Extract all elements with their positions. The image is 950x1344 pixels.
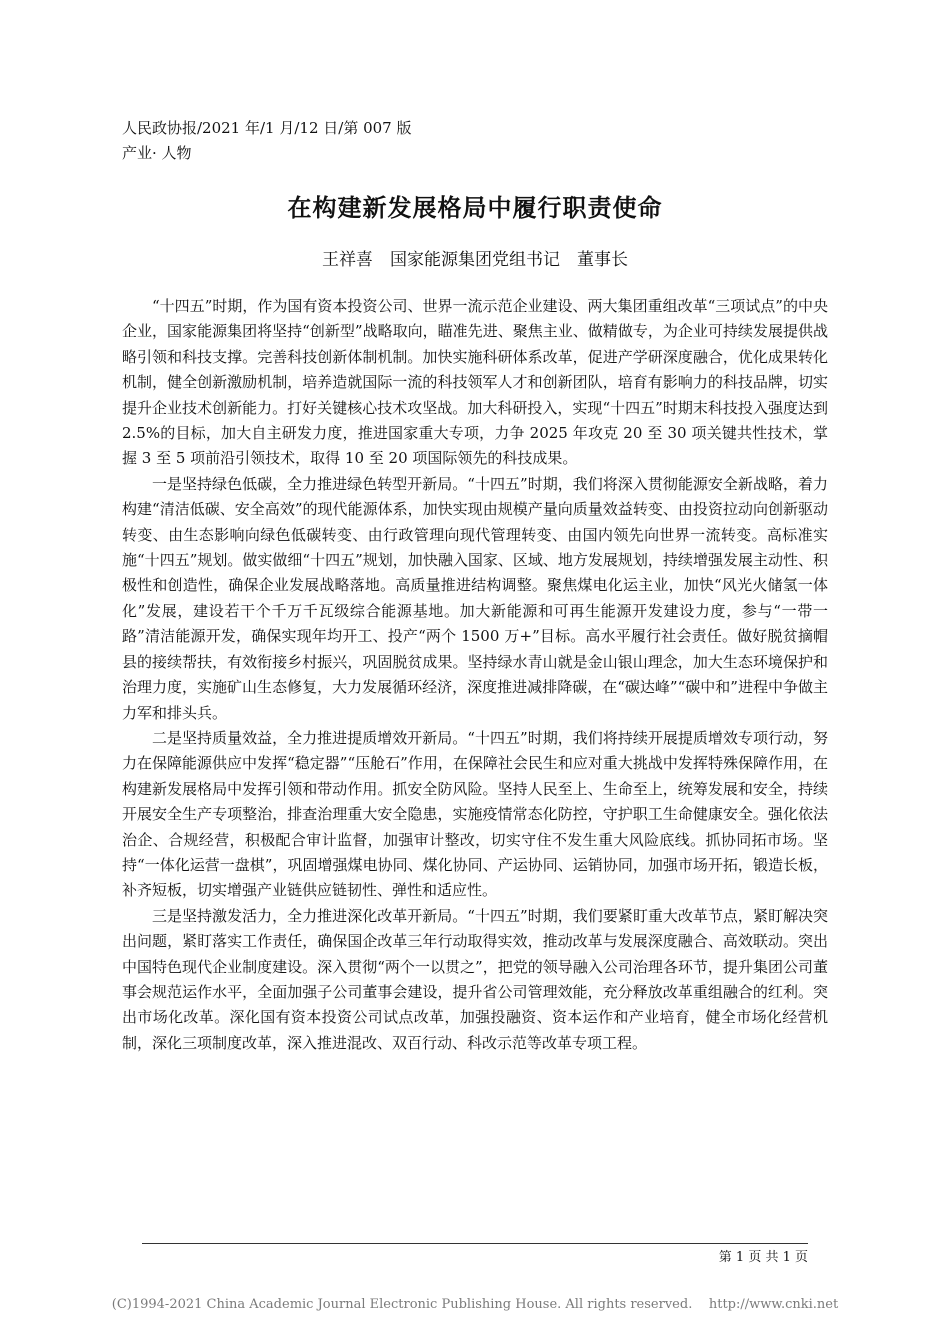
article-title: 在构建新发展格局中履行职责使命 xyxy=(287,193,663,222)
footer-divider xyxy=(142,1243,808,1244)
paragraph: 二是坚持质量效益，全力推进提质增效开新局。“十四五”时期，我们将持续开展提质增效专项行动，努力在保障能源供应中发挥“稳定器”“压舱石”作用，在保障社会民生和应对重大挑战中发挥特殊保障作用，在构建新发展格局中发挥引领和带动作用。抓安全防风险。坚持人民至上、生命至上，统筹发展和安全，持续开展安全生产专项整治，排查治理重大安全隐患，实施疫情常态化防控，守护职工生命健康安全。强化依法治企、合规经营，积极配合审计监督，加强审计整改，切实守住不发生重大风险底线。抓协同拓市场。坚持“一体化运营一盘棋”，巩固增强煤电协同、煤化协同、产运协同、运销协同，加强市场开拓，锻造长板，补齐短板，切实增强产业链供应链韧性、弹性和适应性。 xyxy=(122,728,828,900)
publication-source: 人民政协报/2021 年/1 月/12 日/第 007 版 xyxy=(122,119,412,137)
paragraph: 三是坚持激发活力，全力推进深化改革开新局。“十四五”时期，我们要紧盯重大改革节点，紧盯解决突出问题，紧盯落实工作责任，确保国企改革三年行动取得实效，推动改革与发展深度融合、高效联动。突出中国特色现代企业制度建设。深入贯彻“两个一以贯之”，把党的领导融入公司治理各环节，提升集团公司董事会规范运作水平，全面加强子公司董事会建设，提升省公司管理效能，充分释放改革重组融合的红利。突出市场化改革。深化国有资本投资公司试点改革，加强投融资、资本运作和产业培育，健全市场化经营机制，深化三项制度改革，深入推进混改、双百行动、科改示范等改革专项工程。 xyxy=(122,906,828,1052)
paragraph: 一是坚持绿色低碳，全力推进绿色转型开新局。“十四五”时期，我们将深入贯彻能源安全新战略，着力构建“清洁低碳、安全高效”的现代能源体系，加快实现由规模产量向质量效益转变、由投资拉动向创新驱动转变、由生态影响向绿色低碳转变、由行政管理向现代管理转变、由国内领先向世界一流转变。高标准实施“十四五”规划。做实做细“十四五”规划，加快融入国家、区域、地方发展规划，持续增强发展主动性、积极性和创造性，确保企业发展战略落地。高质量推进结构调整。聚焦煤电化运主业，加快“风光火储氢一体化”发展，建设若干个千万千瓦级综合能源基地。加大新能源和可再生能源开发建设力度，参与“一带一路”清洁能源开发，确保实现年均开工、投产“两个 1500 万+”目标。高水平履行社会责任。做好脱贫摘帽县的接续帮扶，有效衔接乡村振兴，巩固脱贫成果。坚持绿水青山就是金山银山理念，加大生态环境保护和治理力度，实施矿山生态修复，大力发展循环经济，深度推进减排降碳，在“碳达峰”“碳中和”进程中争做主力军和排头兵。 xyxy=(122,474,828,722)
paragraph: “十四五”时期，作为国有资本投资公司、世界一流示范企业建设、两大集团重组改革“三项试点”的中央企业，国家能源集团将坚持“创新型”战略取向，瞄准先进、聚焦主业、做精做专，为企业可持续发展提供战略引领和科技支撑。完善科技创新体制机制。加快实施科研体系改革，促进产学研深度融合，优化成果转化机制，健全创新激励机制，培养造就国际一流的科技领军人才和创新团队，培育有影响力的科技品牌，切实提升企业技术创新能力。打好关键核心技术攻坚战。加大科研投入，实现“十四五”时期末科技投入强度达到 2.5%的目标，加大自主研发力度，推进国家重大专项，力争 2025 年攻克 20 至 30 项关键共性技术，掌握 3 至 5 项前沿引领技术，取得 10 至 20 项国际领先的科技成果。 xyxy=(122,297,828,468)
author-byline: 王祥喜 国家能源集团党组书记 董事长 xyxy=(322,250,628,270)
copyright-footer: (C)1994-2021 China Academic Journal Electronic Publishing House. All rights reserved. http://www.cnki.net xyxy=(111,1297,839,1312)
article-body xyxy=(122,294,828,1056)
section-label: 产业· 人物 xyxy=(122,144,192,162)
article-meta xyxy=(122,116,412,166)
page-number: 第 1 页 共 1 页 xyxy=(718,1250,808,1265)
